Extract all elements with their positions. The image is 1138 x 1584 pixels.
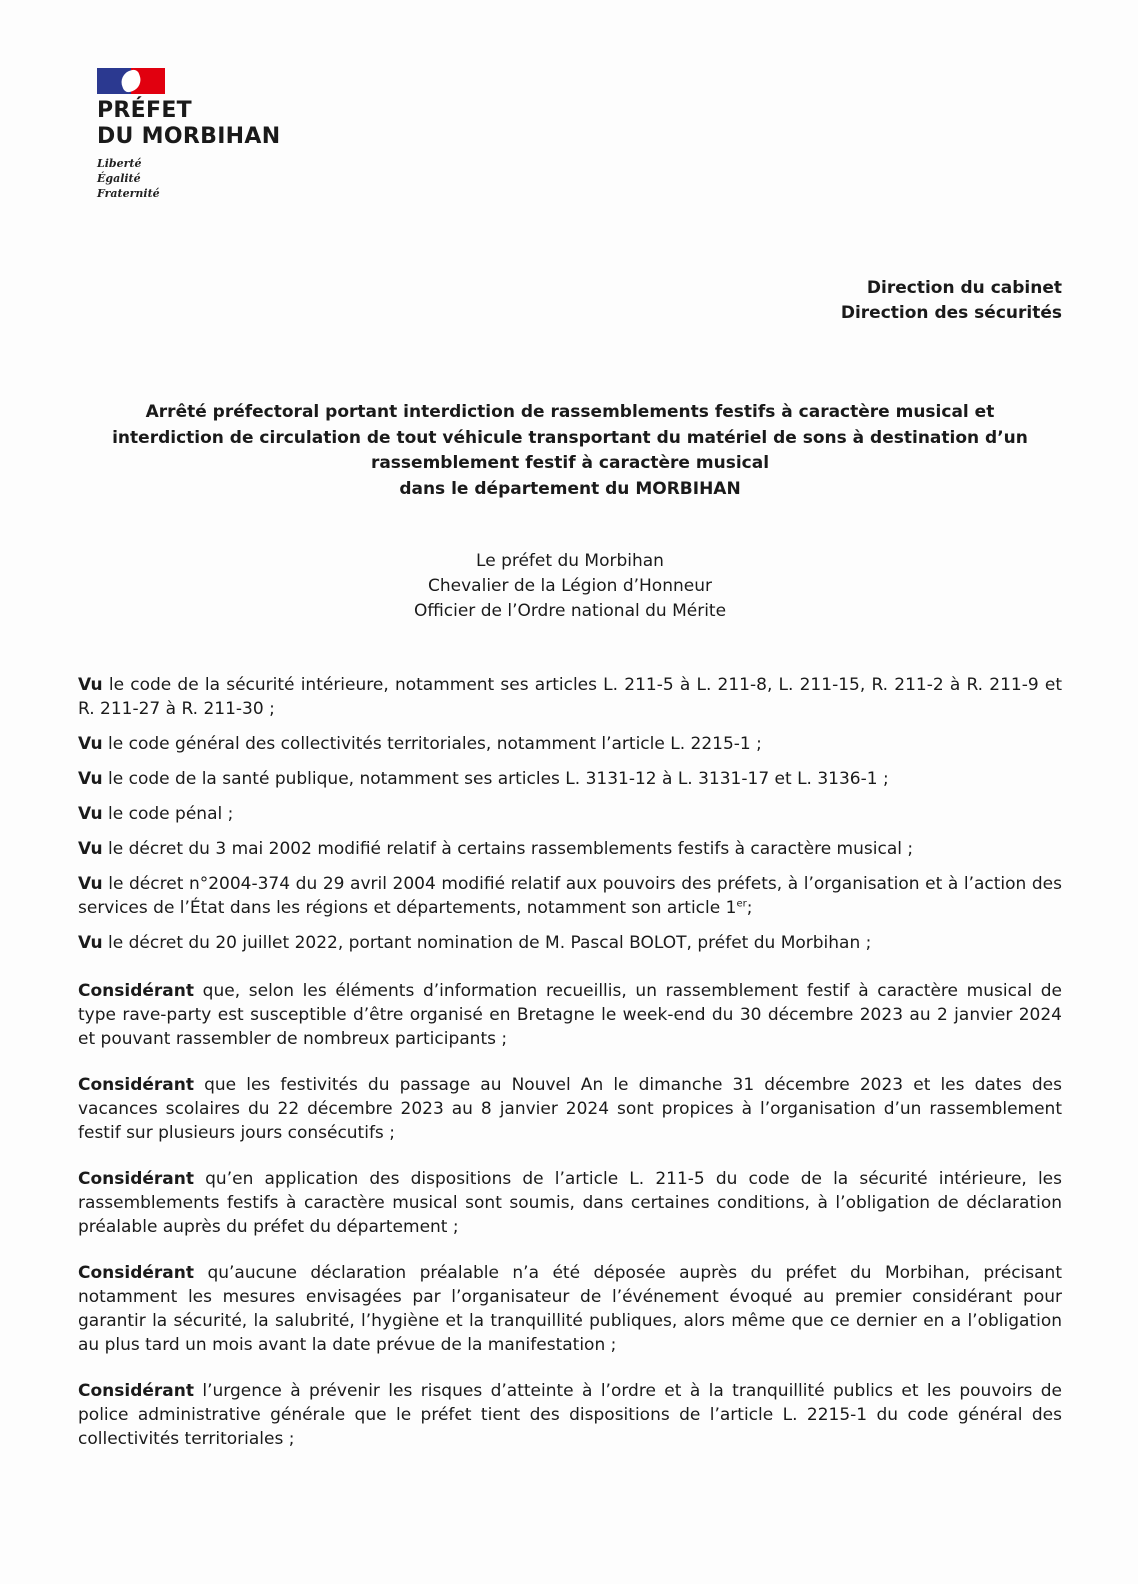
visa-end: ;	[746, 898, 753, 918]
considerant-paragraph	[78, 979, 1062, 1051]
prefet-name-line1: PRÉFET	[97, 98, 192, 123]
title-line1: Arrêté préfectoral portant interdiction de rassemblements festifs à caractère musical et	[145, 402, 995, 422]
document-body	[78, 673, 1062, 1473]
visa-text: le décret n°2004-374 du 29 avril 2004 modifié relatif aux pouvoirs des préfets, à l’organisation et à l’action des services de l’État dans les régions et départements, notamment son article 1	[78, 874, 1062, 918]
considerant-paragraph	[78, 1167, 1062, 1239]
service-line1: Direction du cabinet	[866, 278, 1062, 298]
considerant-text: l’urgence à prévenir les risques d’atteinte à l’ordre et à la tranquillité publics et les pouvoirs de police administrative générale que le préfet tient des dispositions de l’article L. 2215-1 du code général des collectivités territoriales ;	[78, 1381, 1062, 1449]
service-block	[841, 276, 1062, 326]
visa-superscript: er	[736, 898, 747, 910]
visa-text: le décret du 20 juillet 2022, portant nomination de M. Pascal BOLOT, préfet du Morbihan ;	[102, 933, 872, 953]
title-line4: dans le département du MORBIHAN	[399, 478, 741, 499]
prefet-titles	[80, 549, 1060, 624]
considerant-paragraph	[78, 1073, 1062, 1145]
considerant-keyword: Considérant	[78, 1169, 194, 1189]
prefet-title-line1: Le préfet du Morbihan	[476, 551, 664, 571]
devise-fraternite: Fraternité	[97, 187, 160, 200]
visa-text: le code pénal ;	[102, 804, 234, 824]
considerant-keyword: Considérant	[78, 1381, 194, 1401]
visa-keyword: Vu	[78, 734, 103, 754]
considerant-text: que les festivités du passage au Nouvel An le dimanche 31 décembre 2023 et les dates des vacances scolaires du 22 décembre 2023 au 8 janvier 2024 sont propices à l’organisation d’un rassemblement festif sur plusieurs jours consécutifs ;	[78, 1075, 1062, 1143]
prefet-title-line3: Officier de l’Ordre national du Mérite	[413, 601, 727, 621]
visa-keyword: Vu	[78, 933, 103, 953]
considerant-paragraph	[78, 1379, 1062, 1451]
marianne-flag-icon	[97, 68, 165, 94]
visa-keyword: Vu	[78, 839, 103, 859]
considerant-keyword: Considérant	[78, 981, 194, 1001]
visa-paragraph	[78, 872, 1062, 920]
visa-text: le code général des collectivités territoriales, notamment l’article L. 2215-1 ;	[102, 734, 762, 754]
prefet-name-line2: DU MORBIHAN	[97, 124, 281, 149]
visa-paragraph	[78, 931, 1062, 955]
visa-keyword: Vu	[78, 804, 103, 824]
document-title	[80, 400, 1060, 502]
considerant-keyword: Considérant	[78, 1263, 194, 1283]
visa-text: le décret du 3 mai 2002 modifié relatif à certains rassemblements festifs à caractère musical ;	[102, 839, 914, 859]
devise-egalite: Égalité	[97, 172, 141, 185]
title-line2: interdiction de circulation de tout véhicule transportant du matériel de sons à destination d’un	[112, 427, 1028, 448]
considerant-text: que, selon les éléments d’information recueillis, un rassemblement festif à caractère musical de type rave-party est susceptible d’être organisé en Bretagne le week-end du 30 décembre 2023 au 2 janvier 2024 et pouvant rassembler de nombreux participants ;	[78, 981, 1062, 1049]
considerant-paragraph	[78, 1261, 1062, 1357]
prefecture-logo	[97, 68, 280, 201]
title-line3: rassemblement festif à caractère musical	[370, 453, 770, 473]
visa-keyword: Vu	[78, 769, 103, 789]
considerant-keyword: Considérant	[78, 1075, 194, 1095]
visa-paragraph	[78, 673, 1062, 721]
devise	[97, 156, 280, 201]
service-line2: Direction des sécurités	[840, 303, 1062, 323]
visa-text: le code de la santé publique, notamment ses articles L. 3131-12 à L. 3131-17 et L. 3136-1 ;	[102, 769, 889, 789]
visa-text: le code de la sécurité intérieure, notamment ses articles L. 211-5 à L. 211-8, L. 211-15, R. 211-2 à R. 211-9 et R. 211-27 à R. 211-30 ;	[78, 675, 1062, 719]
visa-paragraph	[78, 802, 1062, 826]
visa-paragraph	[78, 732, 1062, 756]
devise-liberte: Liberté	[97, 157, 142, 170]
considerant-text: qu’en application des dispositions de l’article L. 211-5 du code de la sécurité intérieure, les rassemblements festifs à caractère musical sont soumis, dans certaines conditions, à l’obligation de déclaration préalable auprès du préfet du département ;	[78, 1169, 1062, 1237]
considerant-text: qu’aucune déclaration préalable n’a été déposée auprès du préfet du Morbihan, précisant notamment les mesures envisagées par l’organisateur de l’événement évoqué au premier considérant pour garantir la sécurité, la salubrité, l’hygiène et la tranquillité publiques, alors même que ce dernier en a l’obligation au plus tard un mois avant la date prévue de la manifestation ;	[78, 1263, 1062, 1355]
visa-keyword: Vu	[78, 675, 103, 695]
visa-paragraph	[78, 837, 1062, 861]
visa-keyword: Vu	[78, 874, 103, 894]
visa-paragraph	[78, 767, 1062, 791]
prefet-title-line2: Chevalier de la Légion d’Honneur	[428, 576, 712, 596]
